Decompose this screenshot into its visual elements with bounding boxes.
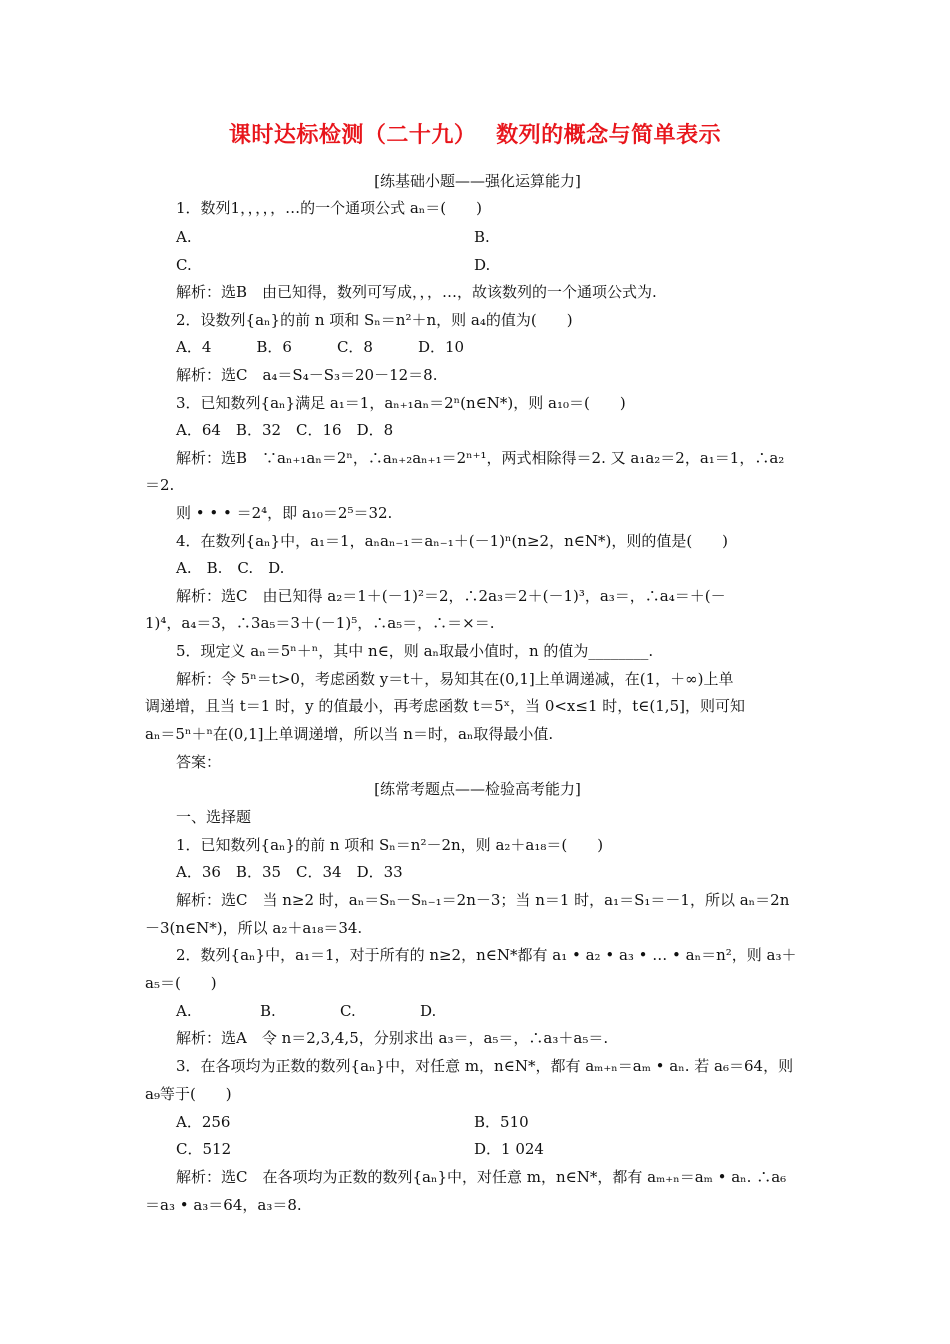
p3-options-row2	[176, 1138, 810, 1160]
p3-option-a: A．256	[176, 1113, 231, 1131]
q2-analysis: 解析：选C a₄＝S₄－S₃＝20－12＝8.	[176, 366, 438, 384]
p3-stem-line2: a₉等于( )	[145, 1085, 232, 1103]
p3-option-d: D．1 024	[474, 1140, 544, 1158]
p2-option-a: A.	[176, 1002, 192, 1020]
q4-analysis-line1: 解析：选C 由已知得 a₂＝1＋(－1)²＝2，∴2a₃＝2＋(－1)³，a₃＝，∴a₄＝＋(－	[176, 587, 726, 605]
q4-analysis-line2: 1)⁴，a₄＝3，∴3a₅＝3＋(－1)⁵，∴a₅＝，∴＝×＝.	[145, 614, 495, 632]
p2-stem-line1: 2．数列{aₙ}中，a₁＝1，对于所有的 n≥2，n∈N*都有 a₁ • a₂ • a₃ • … • aₙ＝n²，则 a₃＋	[176, 946, 797, 964]
q3-analysis-line1: 解析：选B ∵aₙ₊₁aₙ＝2ⁿ，∴aₙ₊₂aₙ₊₁＝2ⁿ⁺¹，两式相除得＝2. 又 a₁a₂＝2，a₁＝1，∴a₂	[176, 449, 785, 467]
q5-stem: 5．现定义 aₙ＝5ⁿ＋ⁿ，其中 n∈，则 aₙ取最小值时，n 的值为________.	[176, 642, 654, 660]
q4-options: A. B. C. D.	[176, 559, 285, 577]
p2-analysis: 解析：选A 令 n＝2,3,4,5，分别求出 a₃＝，a₅＝，∴a₃＋a₅＝.	[176, 1029, 609, 1047]
q1-option-c: C.	[176, 256, 192, 274]
q3-options: A．64 B．32 C．16 D．8	[176, 421, 394, 439]
q5-analysis-line1: 解析：令 5ⁿ＝t>0，考虑函数 y＝t＋，易知其在(0,1]上单调递减，在(1，＋∞)上单	[176, 670, 734, 688]
q1-option-d: D.	[474, 256, 491, 274]
q5-answer: 答案：	[176, 753, 222, 771]
p1-analysis-line1: 解析：选C 当 n≥2 时，aₙ＝Sₙ－Sₙ₋₁＝2n－3；当 n＝1 时，a₁＝S₁＝－1，所以 aₙ＝2n	[176, 891, 790, 909]
q1-stem: 1．数列1，，，，，…的一个通项公式 aₙ＝( )	[176, 199, 482, 217]
q5-analysis-line2: 调递增，且当 t＝1 时，y 的值最小，再考虑函数 t＝5ˣ，当 0<x≤1 时，t∈(1,5]，则可知	[145, 697, 745, 715]
q2-options: A．4 B．6 C．8 D．10	[176, 338, 465, 356]
q3-analysis-line3: 则 • • • ＝2⁴，即 a₁₀＝2⁵＝32.	[176, 504, 393, 522]
p2-stem-line2: a₅＝( )	[145, 974, 217, 992]
p2-options	[176, 1000, 810, 1022]
p2-option-b: B.	[260, 1002, 276, 1020]
q1-options-row2	[176, 254, 810, 276]
q1-option-a: A.	[176, 228, 192, 246]
q2-stem: 2．设数列{aₙ}的前 n 项和 Sₙ＝n²＋n，则 a₄的值为( )	[176, 311, 573, 329]
p3-options-row1	[176, 1111, 810, 1133]
q1-analysis: 解析：选B 由已知得，数列可写成，，，…，故该数列的一个通项公式为.	[176, 283, 657, 301]
p2-option-d: D.	[420, 1002, 437, 1020]
p2-option-c: C.	[340, 1002, 356, 1020]
section-heading-basic: [练基础小题——强化运算能力]	[374, 172, 581, 190]
p1-options: A．36 B．35 C．34 D．33	[176, 863, 403, 881]
q5-analysis-line3: aₙ＝5ⁿ＋ⁿ在(0,1]上单调递增，所以当 n＝时，aₙ取得最小值.	[145, 725, 554, 743]
p3-analysis-line1: 解析：选C 在各项均为正数的数列{aₙ}中，对任意 m，n∈N*，都有 aₘ₊ₙ＝aₘ • aₙ. ∴a₆	[176, 1168, 787, 1186]
p3-stem-line1: 3．在各项均为正数的数列{aₙ}中，对任意 m，n∈N*，都有 aₘ₊ₙ＝aₘ • aₙ. 若 a₆＝64，则	[176, 1057, 794, 1075]
page-title: 课时达标检测（二十九） 数列的概念与简单表示	[228, 123, 722, 148]
part-heading-choice: 一、选择题	[176, 808, 252, 826]
q3-analysis-line2: ＝2.	[145, 476, 175, 494]
p3-option-c: C．512	[176, 1140, 232, 1158]
q3-stem: 3．已知数列{aₙ}满足 a₁＝1，aₙ₊₁aₙ＝2ⁿ(n∈N*)，则 a₁₀＝( )	[176, 394, 626, 412]
q1-option-b: B.	[474, 228, 490, 246]
section-heading-exam: [练常考题点——检验高考能力]	[374, 780, 581, 798]
p3-analysis-line2: ＝a₃ • a₃＝64，a₃＝8.	[145, 1196, 302, 1214]
q1-options-row1	[176, 226, 810, 248]
q4-stem: 4．在数列{aₙ}中，a₁＝1，aₙaₙ₋₁＝aₙ₋₁＋(－1)ⁿ(n≥2，n∈N*)，则的值是( )	[176, 532, 729, 550]
p1-stem: 1．已知数列{aₙ}的前 n 项和 Sₙ＝n²－2n，则 a₂＋a₁₈＝( )	[176, 836, 604, 854]
p1-analysis-line2: －3(n∈N*)，所以 a₂＋a₁₈＝34.	[145, 919, 363, 937]
p3-option-b: B．510	[474, 1113, 529, 1131]
